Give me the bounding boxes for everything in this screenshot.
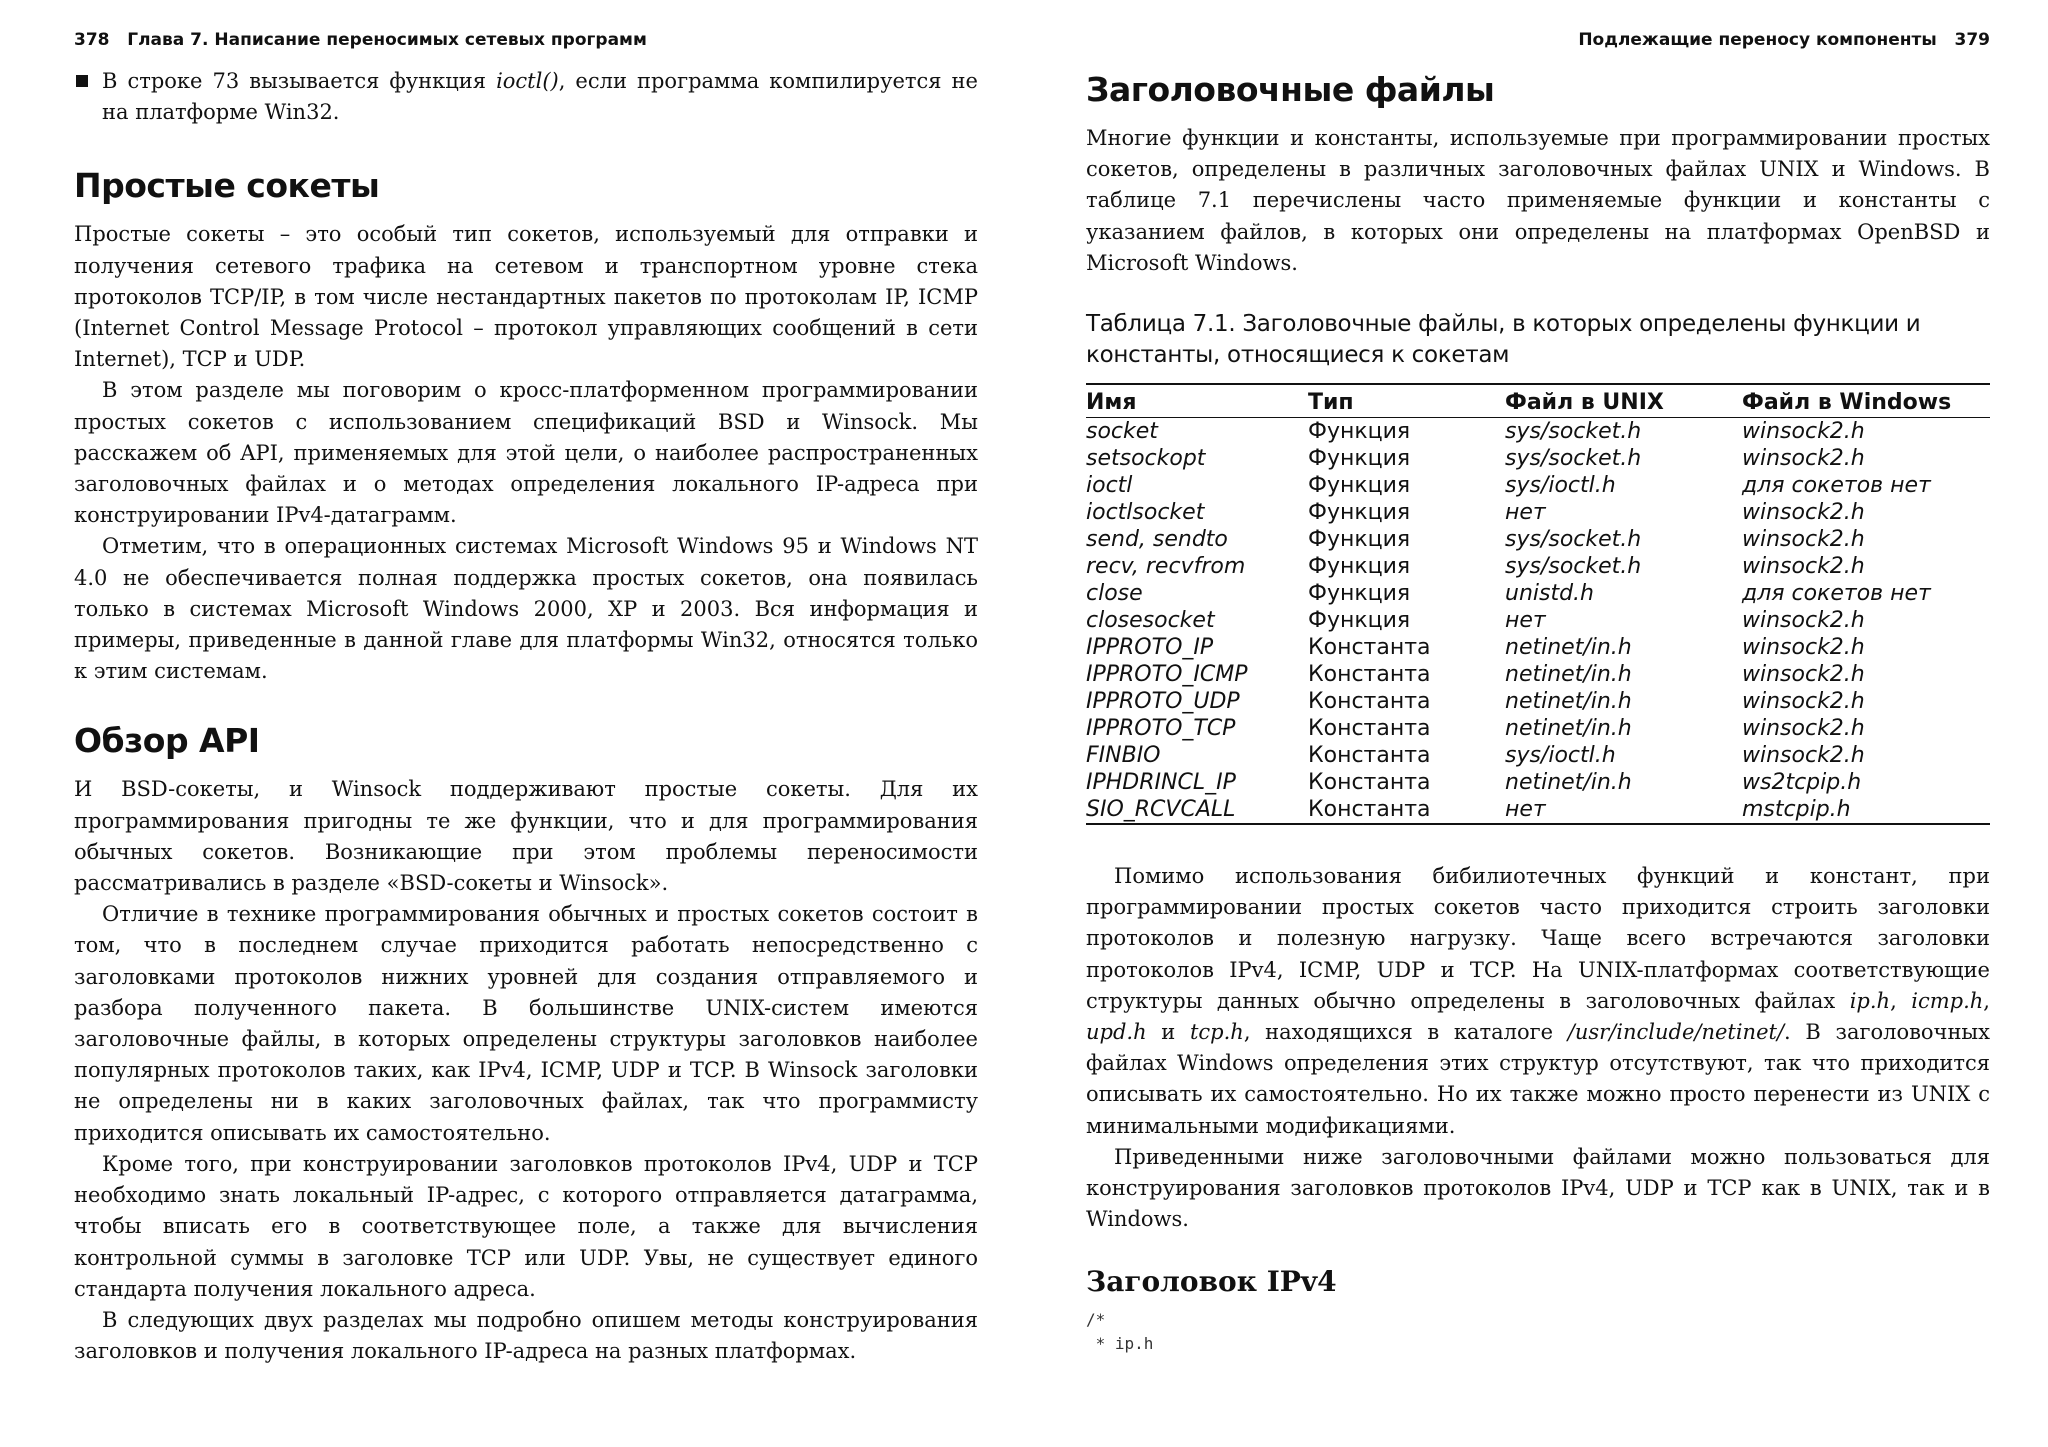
paragraph: В следующих двух разделах мы подробно опишем методы конструирования заголовков и получения локального IP-адреса на разных платформах. [74, 1307, 978, 1364]
cell-unix-file: sys/socket.h [1505, 419, 1642, 445]
table-row [1086, 661, 1990, 688]
cell-windows-file: winsock2.h [1742, 554, 1865, 580]
cell-unix-file: netinet/in.h [1505, 716, 1632, 742]
filename: icmp.h [1911, 988, 1984, 1013]
cell-type: Функция [1308, 581, 1411, 607]
cell-unix-file: netinet/in.h [1505, 770, 1632, 796]
table-row [1086, 472, 1990, 499]
cell-name: recv, recvfrom [1086, 554, 1246, 580]
cell-name: setsockopt [1086, 446, 1206, 472]
cell-unix-file: нет [1505, 796, 1742, 824]
column-header: Файл в UNIX [1505, 384, 1742, 418]
cell-type: Константа [1308, 716, 1431, 742]
section-heading-raw-sockets: Простые сокеты [74, 166, 380, 206]
column-header: Тип [1308, 384, 1505, 418]
cell-windows-file: winsock2.h [1742, 500, 1865, 526]
paragraph: Кроме того, при конструировании заголовков протоколов IPv4, UDP и TCP необходимо знать локальный IP-адрес, с которого отправляется датаграмма, чтобы вписать его в соответствующее поле, а также для вычисления контрольной суммы в заголовке TCP или UDP. Увы, не существует единого стандарта получения локального адреса. [74, 1151, 978, 1301]
table-row [1086, 742, 1990, 769]
cell-windows-file: mstcpip.h [1742, 796, 1990, 824]
cell-name: send, sendto [1086, 527, 1228, 553]
table-row [1086, 688, 1990, 715]
cell-name: IPHDRINCL_IP [1086, 770, 1236, 796]
cell-name: SIO_RCVCALL [1086, 796, 1308, 824]
cell-name: ioctlsocket [1086, 500, 1205, 526]
cell-name: closesocket [1086, 608, 1215, 634]
cell-unix-file: sys/ioctl.h [1505, 743, 1616, 769]
running-header-left [74, 30, 978, 54]
filename: upd.h [1086, 1020, 1147, 1045]
cell-name: IPPROTO_ICMP [1086, 662, 1248, 688]
cell-unix-file: netinet/in.h [1505, 689, 1632, 715]
bullet-square-icon [76, 75, 88, 87]
right-page-body [1086, 66, 1990, 1356]
table-row [1086, 607, 1990, 634]
cell-type: Функция [1308, 554, 1411, 580]
cell-windows-file: ws2tcpip.h [1742, 770, 1862, 796]
cell-type: Константа [1308, 770, 1431, 796]
paragraph: Простые сокеты – это особый тип сокетов, используемый для отправки и получения сетевого трафика на сетевом и транспортном уровне стека протоколов TCP/IP, в том числе нестандартных пакетов по протоколам IP, ICMP (Internet Control Message Protocol – протокол управляющих сообщений в сети Internet), TCP и UDP. [74, 222, 978, 372]
cell-type: Константа [1308, 689, 1431, 715]
left-page [74, 0, 978, 1447]
section-heading-api-overview: Обзор API [74, 721, 260, 761]
page-number: 378 [74, 30, 110, 50]
function-name: ioctl() [496, 69, 559, 93]
cell-unix-file: нет [1505, 500, 1546, 526]
table-row [1086, 418, 1990, 446]
subsection-heading-ipv4: Заголовок IPv4 [1086, 1265, 1337, 1299]
code-line: * ip.h [1086, 1334, 1154, 1354]
code-line: /* [1086, 1310, 1106, 1330]
cell-type: Функция [1308, 473, 1411, 499]
header-files-table [1086, 383, 1990, 825]
cell-windows-file: winsock2.h [1742, 716, 1865, 742]
cell-windows-file: для сокетов нет [1742, 473, 1931, 499]
cell-unix-file: sys/socket.h [1505, 554, 1642, 580]
paragraph: Отличие в технике программирования обычных и простых сокетов состоит в том, что в последнем случае приходится работать непосредственно с заголовками протоколов нижних уровней для создания отправляемого и разбора полученного пакета. В большинстве UNIX-систем имеются заголовочные файлы, в которых определены структуры заголовков наиболее популярных протоколов таких, как IPv4, ICMP, UDP и TCP. В Winsock заголовки не определены ни в каких заголовочных файлах, так что программисту приходится описывать их самостоятельно. [74, 902, 978, 1145]
running-header-right [1086, 30, 1990, 54]
cell-type: Константа [1308, 635, 1431, 661]
section-heading-header-files: Заголовочные файлы [1086, 70, 1495, 109]
filename: ip.h [1849, 988, 1891, 1013]
table-row [1086, 526, 1990, 553]
filename: tcp.h [1189, 1020, 1244, 1045]
paragraph: Приведенными ниже заголовочными файлами можно пользоваться для конструирования заголовков протоколов IPv4, UDP и TCP как в UNIX, так и в Windows. [1086, 1144, 1990, 1232]
cell-name: IPPROTO_UDP [1086, 689, 1240, 715]
cell-name: close [1086, 581, 1143, 607]
cell-type: Функция [1308, 419, 1411, 445]
cell-windows-file: winsock2.h [1742, 608, 1865, 634]
table-row [1086, 796, 1990, 824]
cell-unix-file: sys/socket.h [1505, 446, 1642, 472]
cell-windows-file: winsock2.h [1742, 635, 1865, 661]
cell-type: Константа [1308, 743, 1431, 769]
cell-windows-file: winsock2.h [1742, 446, 1865, 472]
cell-unix-file: unistd.h [1505, 581, 1594, 607]
paragraph: Многие функции и константы, используемые при программировании простых сокетов, определены в различных заголовочных файлах UNIX и Windows. В таблице 7.1 перечислены часто применяемые функции и константы с указанием файлов, в которых они определены на платформах OpenBSD и Microsoft Windows. [1086, 126, 1990, 275]
cell-type: Функция [1308, 527, 1411, 553]
chapter-title: Глава 7. Написание переносимых сетевых программ [127, 30, 647, 50]
bullet-item: В строке 73 вызывается функция ioctl(), если программа компилируется не на платформе Win32. [74, 66, 978, 128]
column-header: Файл в Windows [1742, 384, 1990, 418]
directory-path: /usr/include/netinet/ [1567, 1020, 1785, 1045]
table-caption: Таблица 7.1. Заголовочные файлы, в которых определены функции и константы, относящиеся к сокетам [1086, 311, 1921, 369]
cell-windows-file: winsock2.h [1742, 743, 1865, 769]
cell-unix-file: sys/socket.h [1505, 527, 1642, 553]
cell-name: socket [1086, 419, 1158, 445]
cell-type: Функция [1308, 608, 1411, 634]
table-header-row [1086, 384, 1990, 418]
section-running-title: Подлежащие переносу компоненты [1578, 30, 1937, 50]
table-row [1086, 580, 1990, 607]
cell-windows-file: winsock2.h [1742, 689, 1865, 715]
table-row [1086, 715, 1990, 742]
paragraph: Отметим, что в операционных системах Microsoft Windows 95 и Windows NT 4.0 не обеспечивается полная поддержка простых сокетов, она появилась только в системах Microsoft Windows 2000, XP и 2003. Вся информация и примеры, приведенные в данной главе для платформы Win32, относятся только к этим системам. [74, 534, 978, 684]
cell-unix-file: netinet/in.h [1505, 635, 1632, 661]
cell-type: Константа [1308, 662, 1431, 688]
cell-name: IPPROTO_IP [1086, 635, 1214, 661]
right-page [1086, 0, 1990, 1447]
cell-name: ioctl [1086, 473, 1133, 499]
column-header: Имя [1086, 384, 1308, 418]
cell-windows-file: winsock2.h [1742, 662, 1865, 688]
cell-unix-file: нет [1505, 608, 1546, 634]
table-row [1086, 445, 1990, 472]
cell-name: FINBIO [1086, 743, 1161, 769]
cell-windows-file: winsock2.h [1742, 527, 1865, 553]
cell-type: Функция [1308, 500, 1411, 526]
paragraph: В этом разделе мы поговорим о кросс-платформенном программировании простых сокетов с использованием спецификаций BSD и Winsock. Мы расскажем об API, применяемых для этой цели, о наиболее распространенных заголовочных файлах и о методах определения локального IP-адреса при конструировании IPv4-датаграмм. [74, 378, 978, 528]
table-row [1086, 499, 1990, 526]
page-number: 379 [1954, 30, 1990, 50]
paragraph: Помимо использования бибилиотечных функций и констант, при программировании простых сокетов часто приходится строить заголовки протоколов и полезную нагрузку. Чаще всего встречаются заголовки протоколов IPv4, ICMP, UDP и TCP. На UNIX-платформах соответствующие структуры данных обычно определены в заголовочных файлах ip.h, icmp.h, upd.h и tcp.h, находящихся в каталоге /usr/include/netinet/. В заголовочных файлах Windows определения этих структур отсутствуют, так что приходится описывать их самостоятельно. Но их также можно просто перенести из UNIX с минимальными модификациями. [1086, 864, 1990, 1138]
cell-windows-file: winsock2.h [1742, 419, 1865, 445]
table-row [1086, 553, 1990, 580]
cell-type: Функция [1308, 446, 1411, 472]
cell-type: Константа [1308, 796, 1505, 824]
table-row [1086, 769, 1990, 796]
paragraph: И BSD-сокеты, и Winsock поддерживают простые сокеты. Для их программирования пригодны те же функции, что и для программирования обычных сокетов. Возникающие при этом проблемы переносимости рассматривались в разделе «BSD-сокеты и Winsock». [74, 777, 978, 896]
cell-unix-file: sys/ioctl.h [1505, 473, 1616, 499]
table-body [1086, 418, 1990, 825]
cell-windows-file: для сокетов нет [1742, 581, 1931, 607]
left-page-body [74, 66, 978, 1367]
table-row [1086, 634, 1990, 661]
cell-name: IPPROTO_TCP [1086, 716, 1236, 742]
cell-unix-file: netinet/in.h [1505, 662, 1632, 688]
